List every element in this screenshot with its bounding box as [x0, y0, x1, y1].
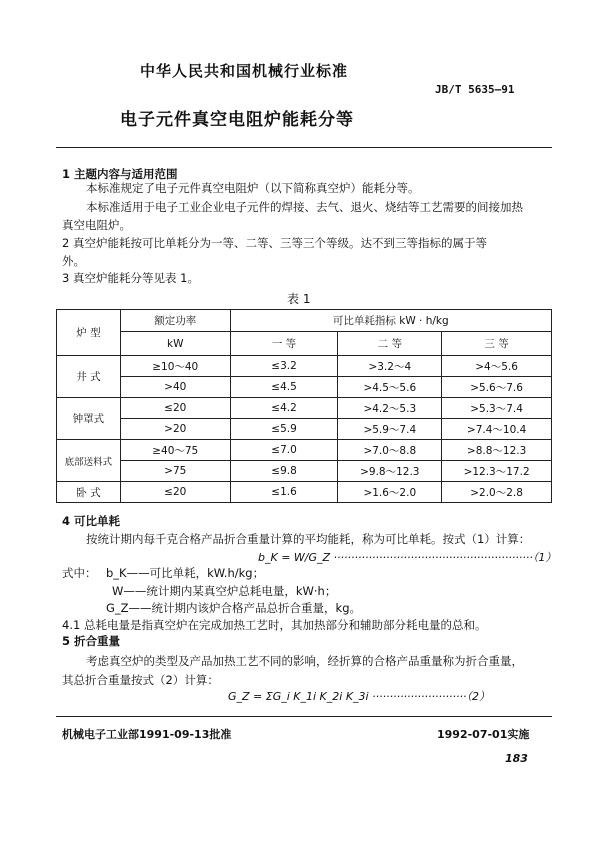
table-row [57, 461, 552, 482]
grade-3-cell: >5.3～7.4 [442, 398, 552, 419]
grade-1-cell: ≤3.2 [230, 356, 338, 377]
furnace-type-cell: 底部送料式 [57, 440, 121, 482]
definition-bk: b_K——可比单耗，kW.h/kg； [106, 566, 265, 580]
section-4-heading: 4 可比单耗 [62, 514, 121, 528]
header-furnace-type: 炉 型 [57, 310, 121, 356]
table-row [57, 482, 552, 503]
section-1-paragraph-2-line-2: 真空电阻炉。 [62, 218, 131, 232]
grade-3-cell: >8.8～12.3 [442, 440, 552, 461]
section-1-paragraph-1: 本标准规定了电子元件真空电阻炉（以下简称真空炉）能耗分等。 [86, 181, 420, 195]
page-number: 183 [505, 752, 528, 765]
power-cell: >40 [120, 377, 230, 398]
power-cell: ≥10～40 [120, 356, 230, 377]
grade-1-cell: ≤1.6 [230, 482, 338, 503]
grade-3-cell: >4～5.6 [442, 356, 552, 377]
grade-3-cell: >5.6～7.6 [442, 377, 552, 398]
grade-2-cell: >1.6～2.0 [338, 482, 442, 503]
section-1-paragraph-2-line-1: 本标准适用于电子工业企业电子元件的焊接、去气、退火、烧结等工艺需要的间接加热 [86, 200, 523, 214]
grade-3-cell: >7.4～10.4 [442, 419, 552, 440]
where-label: 式中： [62, 566, 97, 580]
table-caption: 表 1 [287, 292, 311, 306]
section-2-line-1: 2 真空炉能耗按可比单耗分为一等、二等、三等三个等级。达不到三等指标的属于等 [62, 236, 487, 250]
grade-3-cell: >2.0～2.8 [442, 482, 552, 503]
energy-grade-table [56, 309, 552, 503]
power-cell: >20 [120, 419, 230, 440]
header-grade-3: 三 等 [442, 332, 552, 356]
table-row [57, 377, 552, 398]
grade-1-cell: ≤4.5 [230, 377, 338, 398]
section-4-paragraph: 按统计期内每千克合格产品折合重量计算的平均能耗，称为可比单耗。按式（1）计算： [86, 532, 531, 546]
power-cell: >75 [120, 461, 230, 482]
grade-2-cell: >4.5～5.6 [338, 377, 442, 398]
grade-2-cell: >5.9～7.4 [338, 419, 442, 440]
grade-2-cell: >4.2～5.3 [338, 398, 442, 419]
section-3-line: 3 真空炉能耗分等见表 1。 [62, 271, 199, 285]
grade-1-cell: ≤4.2 [230, 398, 338, 419]
clause-4-1: 4.1 总耗电量是指真空炉在完成加热工艺时，其加热部分和辅助部分耗电量的总和。 [62, 618, 487, 632]
header-rule [56, 147, 552, 148]
section-5-heading: 5 折合重量 [62, 634, 121, 648]
section-5-paragraph-line-2: 其总折合重量按式（2）计算： [62, 673, 219, 687]
furnace-type-cell: 钟罩式 [57, 398, 121, 440]
header-rated-power-unit: kW [120, 332, 230, 356]
power-cell: ≤20 [120, 482, 230, 503]
grade-1-cell: ≤7.0 [230, 440, 338, 461]
header-grade-2: 二 等 [338, 332, 442, 356]
grade-2-cell: >9.8～12.3 [338, 461, 442, 482]
section-5-paragraph-line-1: 考虑真空炉的类型及产品加热工艺不同的影响，经折算的合格产品重量称为折合重量， [86, 654, 523, 668]
standard-code: JB/T 5635—91 [435, 83, 515, 96]
table-row [57, 356, 552, 377]
power-cell: ≤20 [120, 398, 230, 419]
approval-date: 机械电子工业部1991-09-13批准 [62, 728, 232, 741]
formula-1: b_K = W/G_Z ·························································（1） [258, 551, 557, 564]
grade-1-cell: ≤9.8 [230, 461, 338, 482]
effective-date: 1992-07-01实施 [437, 728, 530, 741]
header-comparable-consumption: 可比单耗指标 kW · h/kg [230, 310, 551, 332]
section-2-line-2: 外。 [62, 254, 85, 268]
header-grade-1: 一 等 [230, 332, 338, 356]
power-cell: ≥40～75 [120, 440, 230, 461]
issuing-body: 中华人民共和国机械行业标准 [140, 62, 349, 80]
furnace-type-cell: 卧 式 [57, 482, 121, 503]
grade-1-cell: ≤5.9 [230, 419, 338, 440]
table-row [57, 398, 552, 419]
grade-2-cell: >3.2～4 [338, 356, 442, 377]
definition-gz: G_Z——统计期内该炉合格产品总折合重量，kg。 [106, 601, 361, 615]
document-title: 电子元件真空电阻炉能耗分等 [120, 110, 354, 130]
table-row [57, 440, 552, 461]
furnace-type-cell: 井 式 [57, 356, 121, 398]
table-row [57, 419, 552, 440]
formula-2: G_Z = ΣG_i K_1i K_2i K_3i ···························（2） [228, 690, 490, 703]
section-1-heading: 1 主题内容与适用范围 [62, 167, 178, 181]
footer-rule [56, 716, 552, 717]
definition-w: W——统计期内某真空炉总耗电量，kW·h； [112, 584, 337, 598]
grade-3-cell: >12.3～17.2 [442, 461, 552, 482]
header-rated-power: 额定功率 [120, 310, 230, 332]
grade-2-cell: >7.0～8.8 [338, 440, 442, 461]
